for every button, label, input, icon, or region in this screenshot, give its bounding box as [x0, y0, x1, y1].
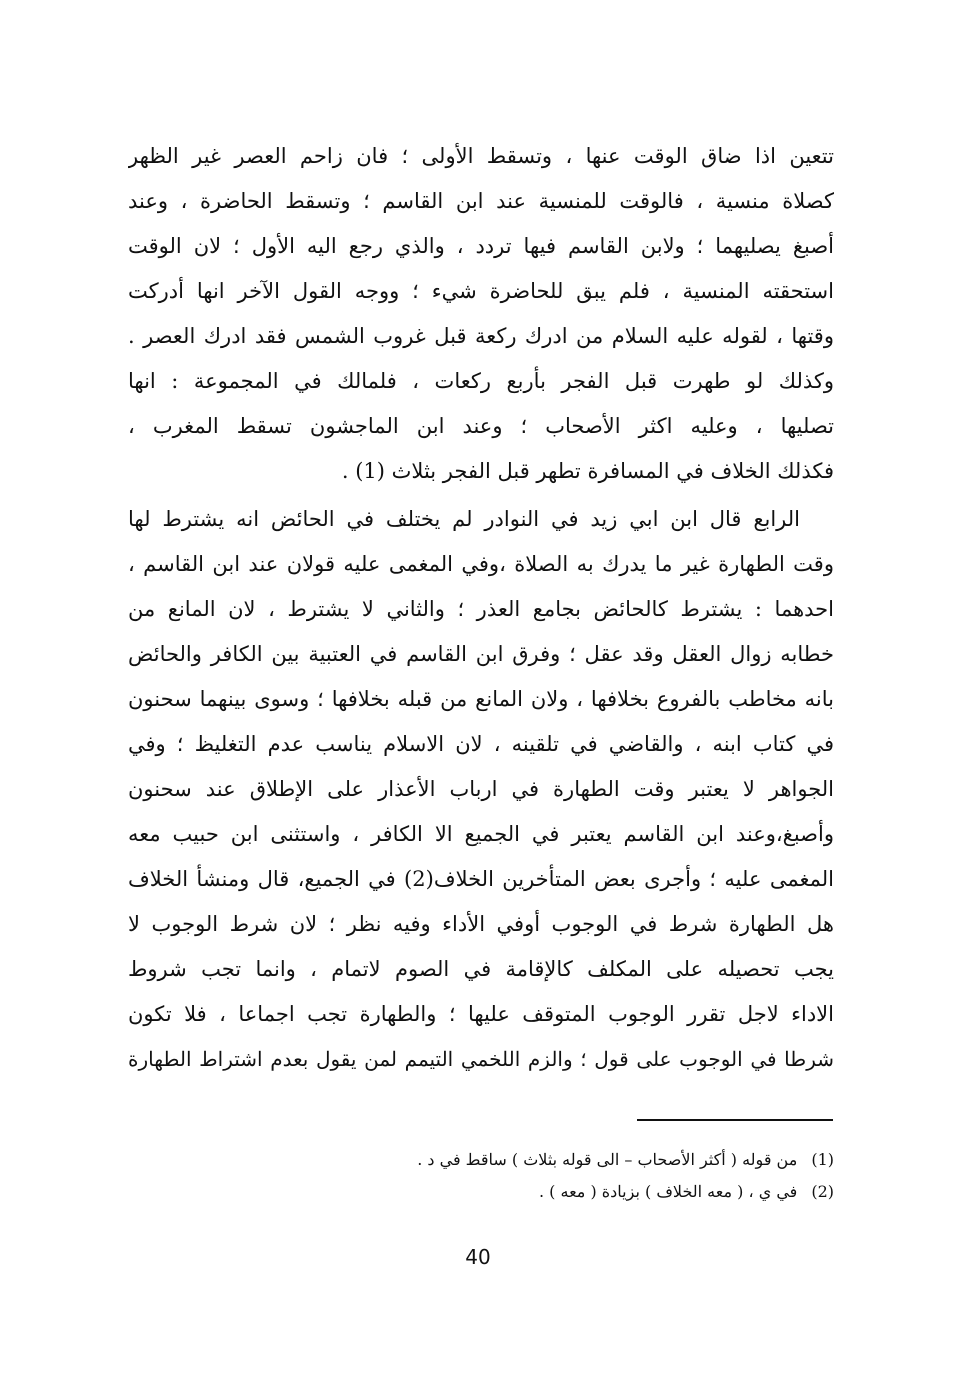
- text-line: هل الطهارة شرط في الوجوب أوفي الأداء وفيه نظر ؛ لان شرط الوجوب لا: [128, 912, 834, 936]
- text-line: فكذلك الخلاف في المسافرة تطهر قبل الفجر بثلاث (1) .: [341, 459, 834, 483]
- text-line: تتعين اذا ضاق الوقت عنها ، وتسقط الأولى ؛ فان زاحم العصر غير الظهر: [128, 144, 834, 168]
- text-line: الجواهر لا يعتبر وقت الطهارة في ارباب الأعذار على الإطلاق عند سحنون: [128, 777, 834, 801]
- footnote-number: (1): [811, 1150, 834, 1169]
- text-line: بانه مخاطب بالفروع بخلافها ، ولان المانع من قبله بخلافها ؛ وسوى بينهما سحنون: [128, 687, 834, 711]
- footnote-separator: [637, 1119, 833, 1121]
- text-line: في كتاب ابنه ، والقاضي في تلقينه ، لان الاسلام يناسب عدم التغليظ ؛ وفي: [128, 732, 834, 756]
- text-line: استحقته المنسية ، فلم يبق للحاضرة شيء ؛ ووجه القول الآخر انها أدركت: [128, 279, 834, 303]
- text-line: المغمى عليه ؛ وأجرى بعض المتأخرين الخلاف(2) في الجميع، قال ومنشأ الخلاف: [128, 867, 834, 891]
- paragraph-1: [128, 134, 834, 494]
- paragraph-2: [128, 497, 834, 1082]
- footnote-1: [128, 1144, 834, 1176]
- page-number: 40: [465, 1245, 491, 1269]
- footnote-number: (2): [811, 1182, 834, 1201]
- text-line: تصليها ، وعليه اكثر الأصحاب ؛ وعند ابن الماجشون تسقط المغرب ،: [128, 414, 834, 438]
- text-line: أصبغ يصليهما ؛ ولابن القاسم فيها تردد ، والذي رجع اليه الأول ؛ لان الوقت: [128, 234, 834, 258]
- text-line: يجب تحصيله على المكلف كالإقامة في الصوم لاتمام ، وانما تجب شروط: [128, 957, 834, 981]
- text-line: احدهما : يشترط كالحائض بجامع العذر ؛ والثاني لا يشترط ، لان المانع من: [128, 597, 834, 621]
- text-line: وقت الطهارة غير ما يدرك به الصلاة ،وفي المغمى عليه قولان عند ابن القاسم ،: [128, 552, 834, 576]
- text-line: وقتها ، لقوله عليه السلام من ادرك ركعة قبل غروب الشمس فقد ادرك العصر .: [128, 324, 834, 348]
- text-line: خطابه زوال العقل وقد عقل ؛ وفرق ابن القاسم في العتبية بين الكافر والحائض: [128, 642, 834, 666]
- footnote-text: من قوله ( أكثر الأصحاب – الى قوله بثلاث ) ساقط في د .: [417, 1150, 798, 1169]
- text-line: شرطا في الوجوب على قول ؛ والزم اللخمي التيمم لمن يقول بعدم اشتراط الطهارة: [128, 1047, 834, 1071]
- footnote-2: [128, 1176, 834, 1208]
- text-line: وكذلك لو طهرت قبل الفجر بأربع ركعات ، فلمالك في المجموعة : انها: [128, 369, 834, 393]
- text-line: كصلاة منسية ، فالوقت للمنسية عند ابن القاسم ؛ وتسقط الحاضرة ، وعند: [128, 189, 834, 213]
- footnote-text: في ي ، ( معه الخلاف ) بزيادة ( معه ) .: [539, 1182, 798, 1201]
- text-line: الرابع قال ابن ابي زيد في النوادر لم يختلف في الحائض انه يشترط لها: [128, 507, 800, 531]
- footnotes: [128, 1144, 834, 1208]
- text-line: الاداء لاجل تقرر الوجوب المتوقف عليها ؛ والطهارة تجب اجماعا ، فلا تكون: [128, 1002, 834, 1026]
- text-line: وأصبغ،وعند ابن القاسم يعتبر في الجميع الا الكافر ، واستثنى ابن حبيب معه: [128, 822, 834, 846]
